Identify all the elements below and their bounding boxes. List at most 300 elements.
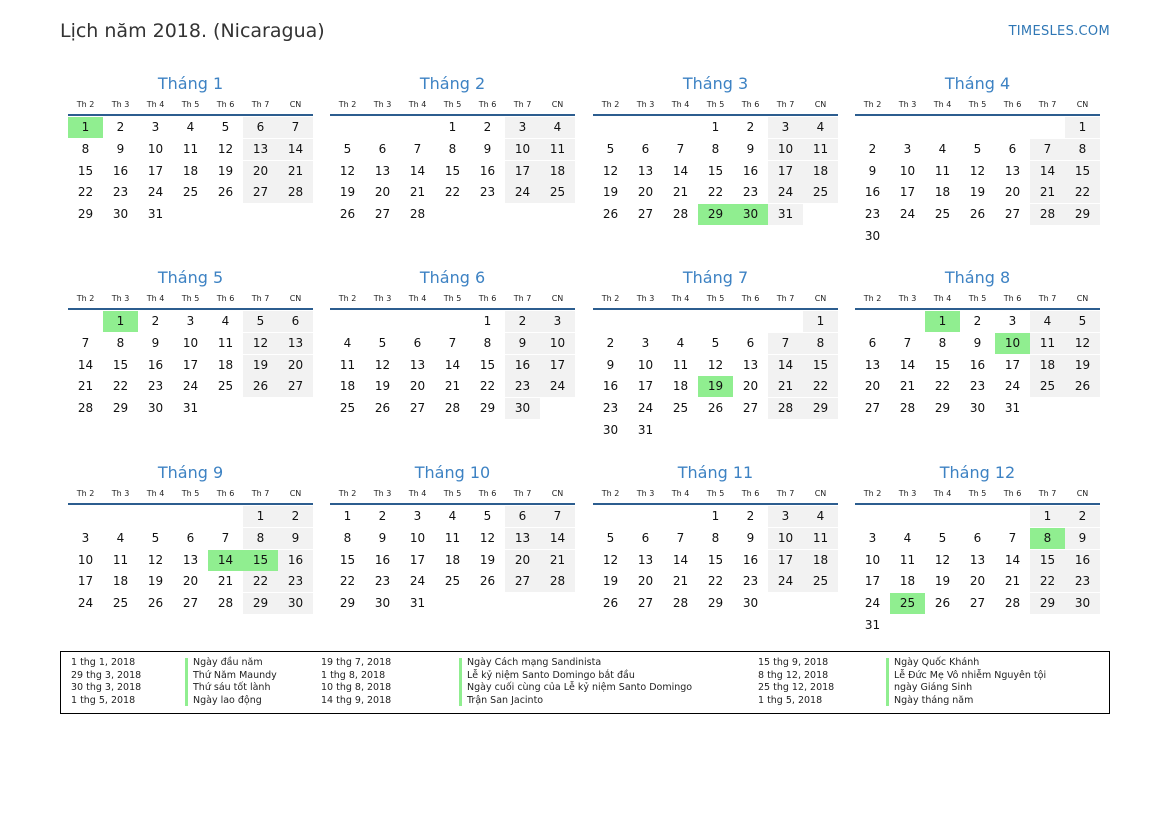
day-cell: 15 — [444, 163, 461, 178]
empty-cell — [435, 311, 470, 332]
day-cell: 10 — [768, 528, 803, 549]
weekday-label: Th 7 — [776, 489, 795, 498]
empty-cell — [925, 117, 960, 138]
day-cell: 14 — [1004, 552, 1021, 567]
day-cell: 9 — [868, 163, 877, 178]
day-cell: 21 — [672, 574, 689, 589]
day-cell: 3 — [505, 117, 540, 138]
day-cell: 27 — [864, 401, 881, 415]
day-cell: 14 — [409, 163, 426, 178]
empty-cell — [663, 117, 698, 138]
weekday-label: Th 2 — [863, 489, 882, 498]
weekday-label: Th 2 — [338, 489, 357, 498]
month-block — [68, 459, 313, 615]
holiday-date: 30 thg 3, 2018 — [71, 682, 142, 694]
day-cell: 23 — [864, 207, 881, 221]
day-cell: 12 — [707, 357, 724, 372]
month-title: Tháng 1 — [157, 74, 224, 93]
day-cell: 2 — [973, 314, 982, 328]
day-cell: 11 — [540, 139, 575, 160]
day-cell: 28 — [899, 401, 916, 415]
day-cell: 27 — [637, 207, 654, 221]
day-cell: 31 — [182, 401, 199, 415]
empty-cell — [593, 311, 628, 332]
weekday-label: CN — [551, 489, 564, 498]
day-cell: 25 — [1030, 376, 1065, 397]
day-cell: 21 — [672, 185, 689, 200]
holiday-legend — [60, 651, 1110, 714]
day-cell: 29 — [339, 596, 356, 610]
day-cell: 2 — [483, 120, 492, 134]
day-cell: 24 — [768, 182, 803, 203]
weekday-label: Th 2 — [601, 294, 620, 303]
day-cell: 26 — [707, 401, 724, 415]
weekday-label: Th 5 — [181, 100, 200, 109]
day-cell: 22 — [112, 379, 129, 394]
day-cell: 6 — [413, 335, 422, 350]
day-cell: 7 — [903, 335, 912, 350]
day-cell: 19 — [217, 163, 234, 178]
day-cell: 13 — [505, 528, 540, 549]
weekday-header — [68, 487, 313, 505]
day-cell: 11 — [112, 552, 129, 567]
day-cell: 23 — [374, 574, 391, 589]
legend-dates-col-3 — [758, 657, 834, 707]
day-cell: 20 — [742, 379, 759, 394]
empty-cell — [890, 506, 925, 527]
month-block — [855, 70, 1100, 248]
day-cell: 6 — [746, 335, 755, 350]
day-cell: 24 — [540, 376, 575, 397]
day-cell: 5 — [483, 509, 492, 523]
day-cell: 17 — [899, 185, 916, 200]
weekday-label: Th 2 — [76, 100, 95, 109]
day-cell: 16 — [479, 163, 496, 178]
day-cell: 1 — [243, 506, 278, 527]
weekday-label: Th 3 — [898, 100, 917, 109]
weekday-header — [330, 98, 575, 116]
weekday-label: CN — [1076, 100, 1089, 109]
day-cell: 8 — [938, 335, 947, 350]
day-cell: 5 — [243, 311, 278, 332]
day-cell: 17 — [77, 574, 94, 589]
day-cell: 26 — [934, 596, 951, 610]
day-cell: 12 — [602, 552, 619, 567]
day-cell: 31 — [147, 207, 164, 221]
day-cell: 4 — [221, 314, 230, 328]
day-cell: 15 — [1065, 161, 1100, 182]
day-cell: 1 — [711, 120, 720, 134]
day-cell: 12 — [217, 141, 234, 156]
day-cell: 5 — [606, 530, 615, 545]
empty-cell — [330, 117, 365, 138]
empty-cell — [698, 311, 733, 332]
weekday-label: Th 6 — [216, 294, 235, 303]
day-cell: 28 — [77, 401, 94, 415]
day-cell: 8 — [483, 335, 492, 350]
day-cell: 30 — [278, 593, 313, 614]
day-cell: 12 — [479, 530, 496, 545]
day-cell: 7 — [278, 117, 313, 138]
weekday-label: Th 5 — [706, 100, 725, 109]
day-cell: 12 — [934, 552, 951, 567]
weekday-label: Th 2 — [863, 100, 882, 109]
day-cell: 27 — [969, 596, 986, 610]
day-cell: 23 — [1065, 571, 1100, 592]
day-cell: 8 — [711, 141, 720, 156]
day-cell: 16 — [602, 379, 619, 394]
day-cell: 24 — [77, 596, 94, 610]
day-cell: 19 — [602, 185, 619, 200]
day-cell: 23 — [602, 401, 619, 415]
day-cell: 8 — [448, 141, 457, 156]
day-cell: 10 — [864, 552, 881, 567]
day-cell: 21 — [540, 550, 575, 571]
holiday-name: Thứ sáu tốt lành — [193, 682, 271, 694]
day-cell: 4 — [1030, 311, 1065, 332]
day-cell: 13 — [374, 163, 391, 178]
day-cell: 15 — [707, 552, 724, 567]
day-cell: 28 — [768, 398, 803, 419]
day-cell: 31 — [1004, 401, 1021, 415]
day-cell: 14 — [899, 357, 916, 372]
day-cell: 22 — [1030, 571, 1065, 592]
day-cell: 12 — [969, 163, 986, 178]
day-cell: 30 — [742, 596, 759, 610]
day-cell: 8 — [343, 530, 352, 545]
holiday-date: 10 thg 8, 2018 — [321, 682, 392, 694]
day-cell: 16 — [864, 185, 881, 200]
day-grid — [855, 310, 1100, 420]
day-cell: 17 — [864, 574, 881, 589]
day-cell: 15 — [77, 163, 94, 178]
weekday-label: Th 5 — [443, 489, 462, 498]
day-cell: 22 — [707, 574, 724, 589]
day-cell: 19 — [374, 379, 391, 394]
day-cell: 5 — [938, 530, 947, 545]
day-cell: 23 — [112, 185, 129, 200]
day-cell: 4 — [938, 141, 947, 156]
day-cell: 30 — [505, 398, 540, 419]
day-cell: 2 — [278, 506, 313, 527]
day-cell: 16 — [278, 550, 313, 571]
day-cell: 13 — [742, 357, 759, 372]
day-cell: 1 — [483, 314, 492, 328]
day-cell: 26 — [602, 207, 619, 221]
day-cell: 25 — [112, 596, 129, 610]
day-cell: 19 — [934, 574, 951, 589]
day-cell: 14 — [1030, 161, 1065, 182]
day-cell: 12 — [1065, 333, 1100, 354]
day-cell: 25 — [182, 185, 199, 200]
day-cell: 12 — [374, 357, 391, 372]
day-cell: 20 — [278, 355, 313, 376]
day-grid — [855, 505, 1100, 637]
day-cell: 9 — [151, 335, 160, 350]
day-cell: 26 — [969, 207, 986, 221]
weekday-label: Th 3 — [373, 489, 392, 498]
empty-cell — [890, 117, 925, 138]
weekday-label: Th 7 — [776, 100, 795, 109]
day-cell: 18 — [672, 379, 689, 394]
day-cell: 5 — [378, 335, 387, 350]
day-cell: 20 — [182, 574, 199, 589]
holiday-day-cell: 1 — [925, 311, 960, 332]
day-cell: 11 — [899, 552, 916, 567]
day-cell: 21 — [444, 379, 461, 394]
day-cell: 20 — [1004, 185, 1021, 200]
day-cell: 4 — [540, 117, 575, 138]
weekday-label: Th 3 — [373, 294, 392, 303]
day-cell: 3 — [868, 530, 877, 545]
weekday-label: Th 4 — [671, 100, 690, 109]
day-cell: 27 — [409, 401, 426, 415]
day-cell: 3 — [540, 311, 575, 332]
weekday-label: Th 7 — [513, 100, 532, 109]
day-cell: 17 — [768, 161, 803, 182]
holiday-day-cell: 1 — [103, 311, 138, 332]
day-cell: 7 — [768, 333, 803, 354]
weekday-header — [855, 487, 1100, 505]
day-cell: 26 — [479, 574, 496, 589]
holiday-name: Ngày lao động — [193, 694, 262, 706]
day-cell: 18 — [339, 379, 356, 394]
day-cell: 8 — [711, 530, 720, 545]
weekday-header — [593, 487, 838, 505]
weekday-label: Th 3 — [636, 294, 655, 303]
day-cell: 17 — [540, 355, 575, 376]
day-cell: 18 — [803, 161, 838, 182]
day-cell: 21 — [899, 379, 916, 394]
weekday-label: Th 4 — [408, 294, 427, 303]
day-cell: 1 — [448, 120, 457, 134]
day-cell: 17 — [147, 163, 164, 178]
day-cell: 15 — [803, 355, 838, 376]
empty-cell — [593, 506, 628, 527]
weekday-label: Th 4 — [408, 100, 427, 109]
empty-cell — [330, 311, 365, 332]
day-cell: 24 — [1004, 379, 1021, 394]
weekday-header — [330, 487, 575, 505]
holiday-name: Ngày đầu năm — [193, 657, 263, 668]
day-cell: 4 — [903, 530, 912, 545]
day-cell: 1 — [1065, 117, 1100, 138]
day-cell: 12 — [339, 163, 356, 178]
day-cell: 18 — [899, 574, 916, 589]
day-cell: 11 — [217, 335, 234, 350]
weekday-label: Th 7 — [1038, 489, 1057, 498]
holiday-date: 29 thg 3, 2018 — [71, 669, 142, 681]
day-cell: 31 — [637, 422, 654, 437]
holiday-name: Trận San Jacinto — [467, 694, 544, 706]
day-cell: 18 — [1030, 355, 1065, 376]
weekday-label: Th 3 — [111, 294, 130, 303]
day-cell: 7 — [540, 506, 575, 527]
day-cell: 9 — [746, 141, 755, 156]
weekday-label: Th 6 — [478, 489, 497, 498]
weekday-label: Th 2 — [76, 489, 95, 498]
weekday-label: Th 7 — [513, 489, 532, 498]
holiday-date: 1 thg 5, 2018 — [71, 694, 136, 706]
day-cell: 19 — [1065, 355, 1100, 376]
holiday-day-cell: 30 — [733, 204, 768, 225]
day-cell: 15 — [112, 357, 129, 372]
weekday-label: Th 5 — [706, 294, 725, 303]
weekday-header — [593, 98, 838, 116]
day-cell: 7 — [413, 141, 422, 156]
weekday-label: Th 2 — [338, 100, 357, 109]
day-cell: 18 — [112, 574, 129, 589]
day-cell: 27 — [505, 571, 540, 592]
day-cell: 19 — [339, 185, 356, 200]
day-cell: 13 — [278, 333, 313, 354]
day-cell: 16 — [742, 163, 759, 178]
weekday-label: Th 6 — [478, 294, 497, 303]
day-cell: 20 — [243, 161, 278, 182]
day-cell: 9 — [606, 357, 615, 372]
day-cell: 26 — [374, 401, 391, 415]
day-cell: 17 — [1004, 357, 1021, 372]
day-cell: 18 — [934, 185, 951, 200]
day-cell: 25 — [803, 571, 838, 592]
day-cell: 9 — [973, 335, 982, 350]
day-cell: 10 — [505, 139, 540, 160]
weekday-header — [330, 292, 575, 310]
day-cell: 2 — [746, 120, 755, 134]
weekday-header — [68, 292, 313, 310]
weekday-label: Th 3 — [111, 100, 130, 109]
day-cell: 23 — [278, 571, 313, 592]
day-cell: 21 — [409, 185, 426, 200]
empty-cell — [1030, 117, 1065, 138]
day-cell: 15 — [1030, 550, 1065, 571]
day-cell: 8 — [81, 141, 90, 156]
empty-cell — [365, 117, 400, 138]
day-cell: 23 — [742, 574, 759, 589]
weekday-label: Th 6 — [1003, 489, 1022, 498]
holiday-name: Lễ kỷ niệm Santo Domingo bắt đầu — [467, 669, 635, 681]
weekday-header — [855, 98, 1100, 116]
day-cell: 4 — [803, 506, 838, 527]
day-grid — [68, 116, 313, 226]
day-cell: 14 — [278, 139, 313, 160]
day-cell: 11 — [803, 139, 838, 160]
weekday-label: CN — [289, 100, 302, 109]
legend-dates-col-2 — [321, 657, 391, 707]
day-grid — [593, 116, 838, 226]
weekday-header — [68, 98, 313, 116]
day-cell: 8 — [243, 528, 278, 549]
empty-cell — [855, 506, 890, 527]
day-cell: 31 — [768, 204, 803, 225]
day-cell: 18 — [803, 550, 838, 571]
day-cell: 7 — [81, 335, 90, 350]
holiday-name: Lễ Đức Mẹ Vô nhiễm Nguyên tội — [894, 669, 1047, 681]
day-cell: 26 — [1065, 376, 1100, 397]
day-cell: 6 — [641, 141, 650, 156]
day-cell: 28 — [672, 207, 689, 221]
day-cell: 7 — [676, 530, 685, 545]
day-cell: 15 — [479, 357, 496, 372]
page-title: Lịch năm 2018. (Nicaragua) — [60, 20, 325, 42]
empty-cell — [960, 506, 995, 527]
weekday-label: Th 3 — [636, 489, 655, 498]
weekday-label: Th 5 — [181, 489, 200, 498]
day-cell: 16 — [742, 552, 759, 567]
day-cell: 13 — [1004, 163, 1021, 178]
day-cell: 30 — [147, 401, 164, 415]
day-cell: 14 — [672, 552, 689, 567]
day-cell: 24 — [182, 379, 199, 394]
month-title: Tháng 3 — [682, 74, 749, 93]
day-cell: 8 — [1065, 139, 1100, 160]
empty-cell — [960, 117, 995, 138]
day-cell: 11 — [339, 357, 356, 372]
day-cell: 3 — [1008, 314, 1017, 328]
day-cell: 28 — [540, 571, 575, 592]
day-cell: 2 — [606, 335, 615, 350]
day-cell: 29 — [707, 596, 724, 610]
brand-link[interactable]: TIMESLES.COM — [1008, 24, 1110, 39]
weekday-label: Th 7 — [1038, 294, 1057, 303]
weekday-label: Th 4 — [146, 100, 165, 109]
day-cell: 11 — [803, 528, 838, 549]
month-title: Tháng 10 — [414, 463, 491, 482]
day-cell: 24 — [637, 401, 654, 415]
month-title: Tháng 4 — [944, 74, 1011, 93]
day-cell: 3 — [641, 335, 650, 350]
holiday-date: 15 thg 9, 2018 — [758, 657, 829, 668]
month-title: Tháng 8 — [944, 268, 1011, 287]
day-cell: 1 — [803, 311, 838, 332]
day-grid — [68, 310, 313, 420]
day-cell: 25 — [934, 207, 951, 221]
legend-dates-col-1 — [71, 657, 141, 707]
legend-names-col-2 — [467, 657, 692, 707]
weekday-label: Th 6 — [216, 100, 235, 109]
day-cell: 21 — [217, 574, 234, 589]
day-cell: 2 — [868, 141, 877, 156]
weekday-label: Th 6 — [1003, 100, 1022, 109]
day-cell: 30 — [969, 401, 986, 415]
month-title: Tháng 6 — [419, 268, 486, 287]
day-cell: 11 — [182, 141, 199, 156]
weekday-label: Th 6 — [478, 100, 497, 109]
holiday-name: Ngày Cách mạng Sandinista — [467, 657, 602, 668]
day-cell: 18 — [444, 552, 461, 567]
day-cell: 3 — [768, 117, 803, 138]
weekday-label: Th 3 — [898, 489, 917, 498]
day-cell: 7 — [448, 335, 457, 350]
day-cell: 28 — [278, 182, 313, 203]
legend-marker — [185, 658, 188, 706]
day-cell: 3 — [151, 120, 160, 134]
weekday-label: Th 2 — [601, 489, 620, 498]
holiday-date: 14 thg 9, 2018 — [321, 694, 392, 706]
day-cell: 28 — [1004, 596, 1021, 610]
day-cell: 22 — [707, 185, 724, 200]
weekday-label: Th 6 — [741, 294, 760, 303]
weekday-header — [855, 292, 1100, 310]
day-cell: 7 — [1030, 139, 1065, 160]
holiday-day-cell: 10 — [995, 333, 1030, 354]
day-cell: 25 — [217, 379, 234, 394]
weekday-label: Th 5 — [968, 100, 987, 109]
day-grid — [330, 505, 575, 615]
day-cell: 3 — [768, 506, 803, 527]
weekday-label: Th 4 — [408, 489, 427, 498]
weekday-label: Th 4 — [671, 294, 690, 303]
